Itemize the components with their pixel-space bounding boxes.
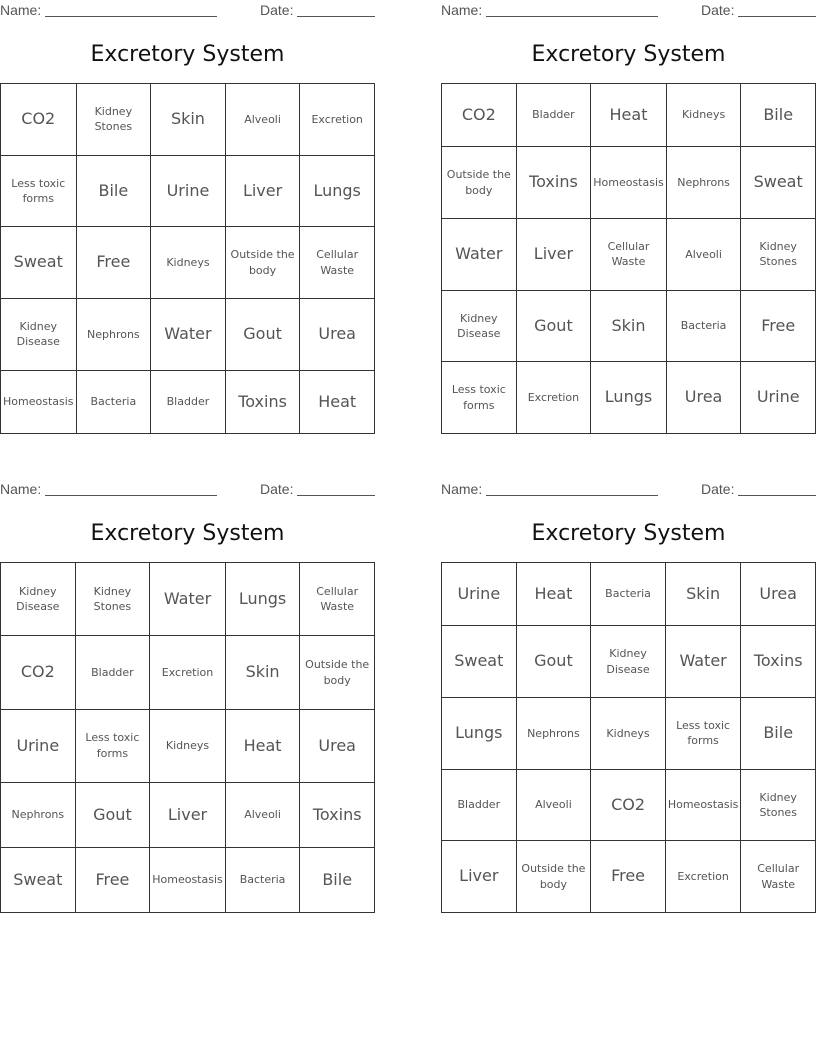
bingo-cell[interactable] — [517, 147, 592, 219]
bingo-cell[interactable] — [666, 698, 742, 770]
bingo-cell-label: Bacteria — [90, 395, 137, 409]
bingo-cell[interactable] — [667, 362, 742, 434]
bingo-cell-label: Lungs — [313, 180, 361, 200]
bingo-cell[interactable] — [1, 156, 77, 228]
bingo-cell[interactable] — [741, 362, 816, 434]
bingo-cell-label: Nephrons — [11, 808, 65, 822]
bingo-cell[interactable] — [300, 371, 375, 434]
name-label: Name: — [441, 481, 483, 497]
bingo-cell[interactable] — [226, 848, 301, 913]
bingo-cell[interactable] — [300, 299, 375, 371]
bingo-cell-label: Outside the body — [230, 248, 295, 277]
bingo-cell[interactable] — [591, 362, 667, 434]
bingo-cell-label: Liver — [167, 804, 208, 824]
bingo-cell-label: Outside the body — [446, 168, 511, 197]
bingo-cell[interactable] — [667, 219, 742, 291]
bingo-cell-label: Outside the body — [305, 658, 370, 687]
bingo-cell[interactable] — [741, 770, 816, 842]
bingo-cell[interactable] — [300, 563, 375, 636]
bingo-cell[interactable] — [226, 710, 301, 783]
bingo-cell[interactable] — [226, 636, 301, 709]
bingo-cell-label: Urea — [318, 324, 356, 344]
bingo-cell[interactable] — [1, 636, 76, 709]
bingo-cell[interactable] — [226, 299, 301, 371]
bingo-cell-label: Bladder — [532, 108, 575, 122]
bingo-cell[interactable] — [1, 299, 77, 371]
name-label: Name: — [0, 481, 42, 497]
bingo-card — [0, 479, 375, 913]
bingo-cell[interactable] — [151, 299, 226, 371]
bingo-cell[interactable] — [442, 147, 517, 219]
bingo-cell[interactable] — [442, 841, 517, 913]
bingo-cell-label: Skin — [611, 315, 646, 335]
bingo-cell[interactable] — [741, 841, 816, 913]
bingo-cell[interactable] — [1, 84, 77, 156]
bingo-cell[interactable] — [442, 84, 517, 147]
date-field-line[interactable] — [738, 16, 816, 17]
bingo-cell-label: Toxins — [238, 391, 287, 411]
bingo-cell[interactable] — [226, 783, 301, 848]
bingo-cell-label: Kidney Stones — [759, 790, 797, 819]
bingo-cell[interactable] — [517, 563, 592, 626]
bingo-cell[interactable] — [517, 626, 592, 698]
bingo-cell-label: Heat — [318, 391, 357, 411]
bingo-cell-label: Urea — [684, 387, 723, 407]
bingo-cell[interactable] — [1, 848, 76, 913]
bingo-cell[interactable] — [591, 770, 666, 842]
bingo-cell[interactable] — [517, 84, 592, 147]
bingo-cell[interactable] — [226, 563, 301, 636]
bingo-cell[interactable] — [591, 291, 667, 363]
date-field-line[interactable] — [297, 495, 375, 496]
bingo-cell-label: Skin — [170, 109, 205, 129]
bingo-cell[interactable] — [300, 636, 375, 709]
bingo-cell-label: Outside the body — [521, 862, 586, 891]
bingo-cell[interactable] — [300, 84, 375, 156]
bingo-cell-label: Excretion — [677, 869, 729, 883]
bingo-cell-label: Heat — [534, 583, 573, 603]
bingo-cell-label: Alveoli — [244, 808, 281, 822]
bingo-cell-label: Kidney Stones — [94, 104, 133, 134]
bingo-cell-label: Gout — [534, 651, 573, 671]
bingo-cell[interactable] — [591, 563, 666, 626]
bingo-cell-label: CO2 — [461, 104, 496, 124]
bingo-cell-label: Heat — [243, 735, 282, 755]
card-header — [441, 479, 816, 501]
bingo-cell[interactable] — [517, 219, 592, 291]
bingo-cell-label: Water — [455, 244, 503, 264]
bingo-cell[interactable] — [1, 227, 77, 299]
bingo-cell[interactable] — [666, 563, 742, 626]
bingo-cell[interactable] — [76, 710, 151, 783]
bingo-cell[interactable] — [666, 841, 742, 913]
bingo-cell-label: Less toxic forms — [11, 176, 66, 205]
bingo-cell-label: Skin — [686, 583, 721, 603]
bingo-cell-label: Bile — [98, 180, 129, 200]
bingo-grid — [441, 562, 816, 913]
bingo-cell-label: Toxins — [529, 172, 578, 192]
bingo-cell-label: Lungs — [455, 723, 503, 743]
bingo-cell-label: Kidney Disease — [457, 311, 501, 340]
bingo-cell[interactable] — [1, 710, 76, 783]
bingo-cell[interactable] — [150, 636, 226, 709]
bingo-cell-label: CO2 — [21, 109, 56, 129]
bingo-grid — [441, 83, 816, 434]
bingo-cell-label: Free — [761, 315, 796, 335]
bingo-cell-label: Liver — [533, 244, 574, 264]
bingo-cell-label: Cellular Waste — [316, 584, 359, 614]
bingo-cell[interactable] — [741, 84, 816, 147]
bingo-cell-label: Bacteria — [680, 319, 727, 333]
bingo-cell-label: Gout — [534, 315, 573, 335]
bingo-cell-label: Kidneys — [606, 726, 650, 740]
name-label: Name: — [441, 2, 483, 18]
bingo-cell[interactable] — [150, 848, 226, 913]
bingo-cell[interactable] — [591, 84, 667, 147]
bingo-cell[interactable] — [76, 636, 151, 709]
bingo-cell[interactable] — [517, 362, 592, 434]
bingo-cell[interactable] — [150, 783, 226, 848]
bingo-cell[interactable] — [76, 563, 151, 636]
bingo-cell[interactable] — [151, 227, 226, 299]
bingo-grid — [0, 83, 375, 434]
bingo-cell[interactable] — [442, 770, 517, 842]
bingo-cell-label: Alveoli — [244, 112, 281, 126]
bingo-cell[interactable] — [591, 626, 666, 698]
bingo-cell-label: Gout — [243, 324, 282, 344]
bingo-cell-label: Heat — [609, 104, 648, 124]
bingo-cell-label: Alveoli — [685, 247, 722, 261]
card-title: Excretory System — [531, 521, 726, 546]
bingo-cell[interactable] — [300, 783, 375, 848]
bingo-cell-label: Homeostasis — [667, 798, 739, 812]
date-label: Date: — [260, 2, 294, 18]
bingo-cell-label: Skin — [245, 662, 280, 682]
bingo-cell-label: Homeostasis — [3, 395, 74, 409]
bingo-cell-label: Sweat — [454, 651, 504, 671]
bingo-cell[interactable] — [591, 219, 667, 291]
bingo-cell[interactable] — [442, 219, 517, 291]
bingo-cell-label: Liver — [242, 180, 283, 200]
bingo-cell[interactable] — [517, 698, 592, 770]
bingo-cell-label: Urine — [756, 387, 800, 407]
bingo-cell-label: Urine — [166, 180, 210, 200]
bingo-cell[interactable] — [517, 770, 592, 842]
name-field-line[interactable] — [45, 495, 217, 496]
bingo-cell-label: Free — [96, 252, 131, 272]
card-header — [441, 0, 816, 22]
bingo-cell[interactable] — [226, 371, 301, 434]
bingo-cell-label: Kidney Disease — [606, 647, 650, 676]
bingo-cell-label: Less toxic forms — [451, 383, 506, 412]
bingo-cell-label: Toxins — [753, 651, 803, 671]
bingo-card — [0, 0, 375, 434]
bingo-cell-label: Nephrons — [677, 175, 730, 189]
bingo-cell[interactable] — [741, 291, 816, 363]
bingo-card — [441, 0, 816, 434]
bingo-cell[interactable] — [77, 299, 152, 371]
bingo-cell[interactable] — [666, 626, 742, 698]
bingo-cell[interactable] — [77, 156, 152, 228]
bingo-cell-label: Bladder — [166, 395, 210, 409]
bingo-cell-label: Bacteria — [605, 587, 651, 601]
bingo-cell[interactable] — [442, 291, 517, 363]
bingo-cell[interactable] — [1, 783, 76, 848]
bingo-cell[interactable] — [76, 848, 151, 913]
bingo-cell-label: Water — [164, 324, 212, 344]
bingo-cell-label: Sweat — [13, 869, 63, 889]
bingo-cell-label: Kidneys — [165, 739, 210, 753]
bingo-cell[interactable] — [1, 563, 76, 636]
date-label: Date: — [701, 481, 735, 497]
date-field-line[interactable] — [738, 495, 816, 496]
bingo-cell[interactable] — [151, 84, 226, 156]
bingo-cell[interactable] — [667, 84, 742, 147]
bingo-cell-label: Lungs — [604, 387, 653, 407]
bingo-cell-label: Bile — [322, 869, 353, 889]
bingo-cell[interactable] — [1, 371, 77, 434]
bingo-cell[interactable] — [741, 147, 816, 219]
bingo-cell-label: Excretion — [161, 665, 214, 679]
bingo-cell-label: Cellular Waste — [607, 239, 650, 269]
bingo-cell[interactable] — [76, 783, 151, 848]
bingo-cell-label: Urine — [16, 735, 60, 755]
bingo-cell[interactable] — [300, 848, 375, 913]
bingo-cell[interactable] — [741, 219, 816, 291]
bingo-cell-label: Gout — [93, 804, 132, 824]
bingo-cell-label: Sweat — [13, 252, 63, 272]
bingo-cell-label: Excretion — [311, 112, 363, 126]
bingo-cell-label: Urea — [759, 583, 797, 603]
card-title: Excretory System — [531, 42, 726, 67]
bingo-cell-label: Kidneys — [166, 255, 210, 269]
bingo-cell-label: Homeostasis — [152, 873, 223, 887]
bingo-cell[interactable] — [77, 371, 152, 434]
bingo-cell[interactable] — [77, 227, 152, 299]
bingo-cell-label: Bladder — [457, 798, 501, 812]
bingo-cell-label: Less toxic forms — [85, 731, 140, 760]
name-label: Name: — [0, 2, 42, 18]
bingo-cell[interactable] — [150, 563, 226, 636]
bingo-cell[interactable] — [442, 563, 517, 626]
bingo-cell[interactable] — [77, 84, 152, 156]
bingo-cell-label: Kidney Stones — [93, 584, 132, 614]
bingo-cell[interactable] — [741, 563, 816, 626]
bingo-cell[interactable] — [442, 698, 517, 770]
bingo-cell[interactable] — [300, 710, 375, 783]
bingo-cell-label: Cellular Waste — [757, 862, 800, 891]
bingo-cell-label: Water — [679, 651, 727, 671]
bingo-cell[interactable] — [442, 362, 517, 434]
bingo-cell-label: Nephrons — [87, 327, 140, 341]
bingo-cell-label: Kidney Stones — [759, 239, 797, 269]
bingo-cell[interactable] — [741, 626, 816, 698]
date-label: Date: — [701, 2, 735, 18]
bingo-cell-label: Bacteria — [239, 873, 286, 887]
bingo-cell[interactable] — [517, 841, 592, 913]
bingo-cell-label: Nephrons — [527, 726, 580, 740]
bingo-cell-label: Bile — [763, 104, 794, 124]
bingo-cell-label: Toxins — [312, 804, 362, 824]
bingo-cell-label: Kidney Disease — [16, 584, 60, 614]
bingo-card — [441, 479, 816, 913]
bingo-cell-label: Excretion — [527, 390, 580, 404]
card-title: Excretory System — [90, 521, 285, 546]
card-header — [0, 479, 375, 501]
bingo-cell-label: Liver — [459, 866, 499, 886]
bingo-cell-label: Free — [611, 866, 646, 886]
bingo-cell-label: Water — [163, 588, 212, 608]
bingo-cell[interactable] — [300, 156, 375, 228]
bingo-cell[interactable] — [591, 841, 666, 913]
name-field-line[interactable] — [486, 495, 658, 496]
bingo-cell-label: Homeostasis — [593, 175, 664, 189]
bingo-cell[interactable] — [741, 698, 816, 770]
bingo-cell-label: Free — [95, 869, 130, 889]
bingo-cell[interactable] — [150, 710, 226, 783]
bingo-cell[interactable] — [442, 626, 517, 698]
bingo-cell[interactable] — [591, 698, 666, 770]
date-field-line[interactable] — [297, 16, 375, 17]
name-field-line[interactable] — [486, 16, 658, 17]
name-field-line[interactable] — [45, 16, 217, 17]
bingo-cell[interactable] — [226, 156, 301, 228]
bingo-cell-label: Kidney Disease — [16, 319, 60, 349]
bingo-cell-label: Lungs — [238, 588, 287, 608]
bingo-grid — [0, 562, 375, 913]
bingo-cell-label: CO2 — [20, 662, 55, 682]
bingo-cell[interactable] — [151, 371, 226, 434]
bingo-cell-label: CO2 — [611, 794, 646, 814]
date-label: Date: — [260, 481, 294, 497]
bingo-cell[interactable] — [300, 227, 375, 299]
bingo-cell[interactable] — [151, 156, 226, 228]
bingo-cell-label: Alveoli — [535, 798, 572, 812]
bingo-cell-label: Urea — [318, 735, 356, 755]
card-header — [0, 0, 375, 22]
bingo-cell-label: Less toxic forms — [676, 718, 731, 748]
bingo-cell[interactable] — [591, 147, 667, 219]
bingo-cell[interactable] — [517, 291, 592, 363]
bingo-cell[interactable] — [666, 770, 742, 842]
bingo-cell[interactable] — [667, 147, 742, 219]
bingo-cell[interactable] — [667, 291, 742, 363]
bingo-cell-label: Kidneys — [681, 108, 726, 122]
bingo-cell-label: Urine — [457, 583, 501, 603]
bingo-cell-label: Bile — [763, 723, 794, 743]
bingo-cell-label: Sweat — [753, 172, 803, 192]
card-title: Excretory System — [90, 42, 285, 67]
bingo-cell-label: Cellular Waste — [316, 248, 359, 277]
bingo-cell-label: Bladder — [91, 665, 134, 679]
bingo-cell[interactable] — [226, 227, 301, 299]
bingo-cell[interactable] — [226, 84, 301, 156]
